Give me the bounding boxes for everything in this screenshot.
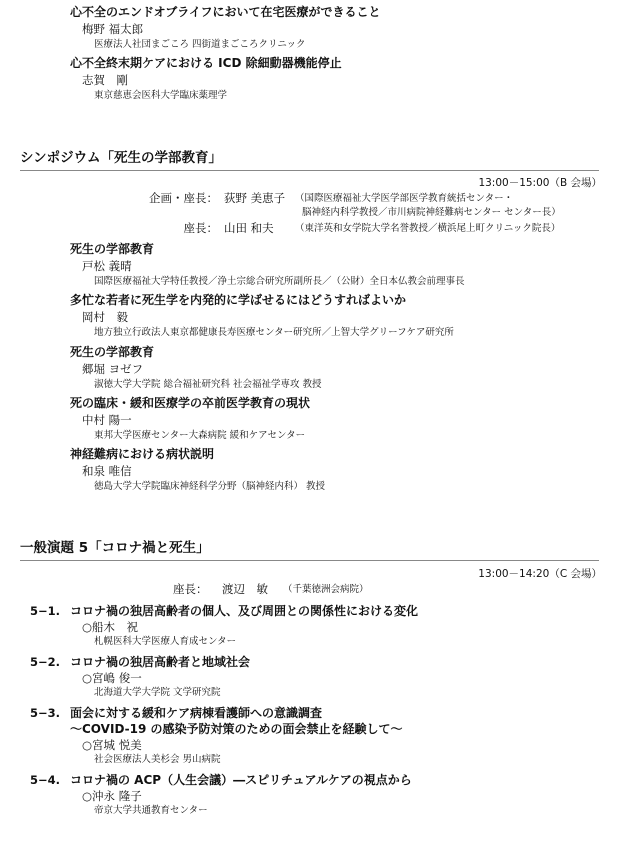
section-divider [20, 170, 599, 171]
speaker-name: 岡村 毅 [82, 310, 128, 324]
talk-title: 死の臨床・緩和医療学の卒前医学教育の現状 [70, 396, 311, 410]
abstract-title: コロナ禍の ACP（人生会議）―スピリチュアルケアの視点から [70, 773, 412, 787]
presenter-name: ○宮城 悦美 [82, 738, 142, 752]
abstract-subtitle: 〜COVID-19 の感染予防対策のための面会禁止を経験して〜 [70, 722, 403, 736]
chair-name: 山田 和夫 [224, 221, 274, 235]
speaker-affiliation: 地方独立行政法人東京都健康長寿医療センター研究所／上智大学グリーフケア研究所 [94, 327, 454, 338]
chair-name: 荻野 美恵子 [224, 191, 286, 205]
section-heading: 一般演題 5「コロナ禍と死生」 [20, 540, 210, 556]
presenter-affiliation: 北海道大学大学院 文学研究院 [94, 687, 221, 698]
speaker-name: 戸松 義晴 [82, 259, 132, 273]
speaker-affiliation: 医療法人社団まごころ 四街道まごころクリニック [94, 39, 306, 50]
presenter-affiliation: 札幌医科大学医療人育成センター [94, 636, 237, 647]
talk-title: 心不全のエンドオブライフにおいて在宅医療ができること [70, 5, 381, 19]
chair-name: 渡辺 敏 [222, 582, 268, 596]
session-time: 13:00－15:00（B 会場） [478, 177, 602, 189]
presenter-affiliation: 帝京大学共通教育センター [94, 805, 208, 816]
talk-title: 多忙な若者に死生学を内発的に学ばせるにはどうすればよいか [70, 293, 407, 307]
talk-title: 心不全終末期ケアにおける ICD 除細動器機能停止 [70, 56, 342, 70]
presenter-name: ○船木 祝 [82, 620, 139, 634]
abstract-title: コロナ禍の独居高齢者の個人、及び周囲との関係性における変化 [70, 604, 419, 618]
session-time: 13:00－14:20（C 会場） [478, 568, 602, 580]
speaker-name: 志賀 剛 [82, 73, 128, 87]
chair-affiliation: （千葉徳洲会病院） [283, 584, 369, 595]
abstract-title: 面会に対する緩和ケア病棟看護師への意識調査 [70, 706, 323, 720]
abstract-number: 5−1. [30, 604, 61, 618]
section-heading: シンポジウム「死生の学部教育」 [20, 150, 223, 166]
speaker-affiliation: 徳島大学大学院臨床神経科学分野（脳神経内科） 教授 [94, 481, 326, 492]
chair-role: 座長： [173, 582, 208, 596]
abstract-number: 5−4. [30, 773, 61, 787]
talk-title: 死生の学部教育 [70, 242, 155, 256]
chair-role: 企画・座長： [149, 191, 218, 205]
speaker-affiliation: 淑徳大学大学院 総合福祉研究科 社会福祉学専攻 教授 [94, 379, 322, 390]
speaker-name: 和泉 唯信 [82, 464, 132, 478]
chair-affiliation: （国際医療福祉大学医学部医学教育統括センター・ [295, 193, 514, 204]
presenter-affiliation: 社会医療法人美杉会 男山病院 [94, 754, 221, 765]
presenter-name: ○宮嶋 俊一 [82, 671, 142, 685]
chair-affiliation: 脳神経内科学教授／市川病院神経難病センター センター長） [302, 207, 561, 218]
speaker-name: 郷堀 ヨゼフ [82, 362, 144, 376]
chair-role: 座長： [183, 221, 218, 235]
speaker-affiliation: 東京慈恵会医科大学臨床薬理学 [94, 90, 228, 101]
section-divider [20, 560, 599, 561]
presenter-name: ○沖永 隆子 [82, 789, 142, 803]
abstract-number: 5−3. [30, 706, 61, 720]
chair-affiliation: （東洋英和女学院大学名誉教授／横浜尾上町クリニック院長） [295, 223, 561, 234]
speaker-affiliation: 国際医療福祉大学特任教授／浄土宗総合研究所副所長／（公財）全日本仏教会前理事長 [94, 276, 465, 287]
abstract-title: コロナ禍の独居高齢者と地域社会 [70, 655, 251, 669]
abstract-number: 5−2. [30, 655, 61, 669]
speaker-name: 梅野 福太郎 [82, 22, 144, 36]
speaker-name: 中村 陽一 [82, 413, 132, 427]
speaker-affiliation: 東邦大学医療センター大森病院 緩和ケアセンター [94, 430, 306, 441]
talk-title: 死生の学部教育 [70, 345, 155, 359]
talk-title: 神経難病における病状説明 [70, 447, 215, 461]
